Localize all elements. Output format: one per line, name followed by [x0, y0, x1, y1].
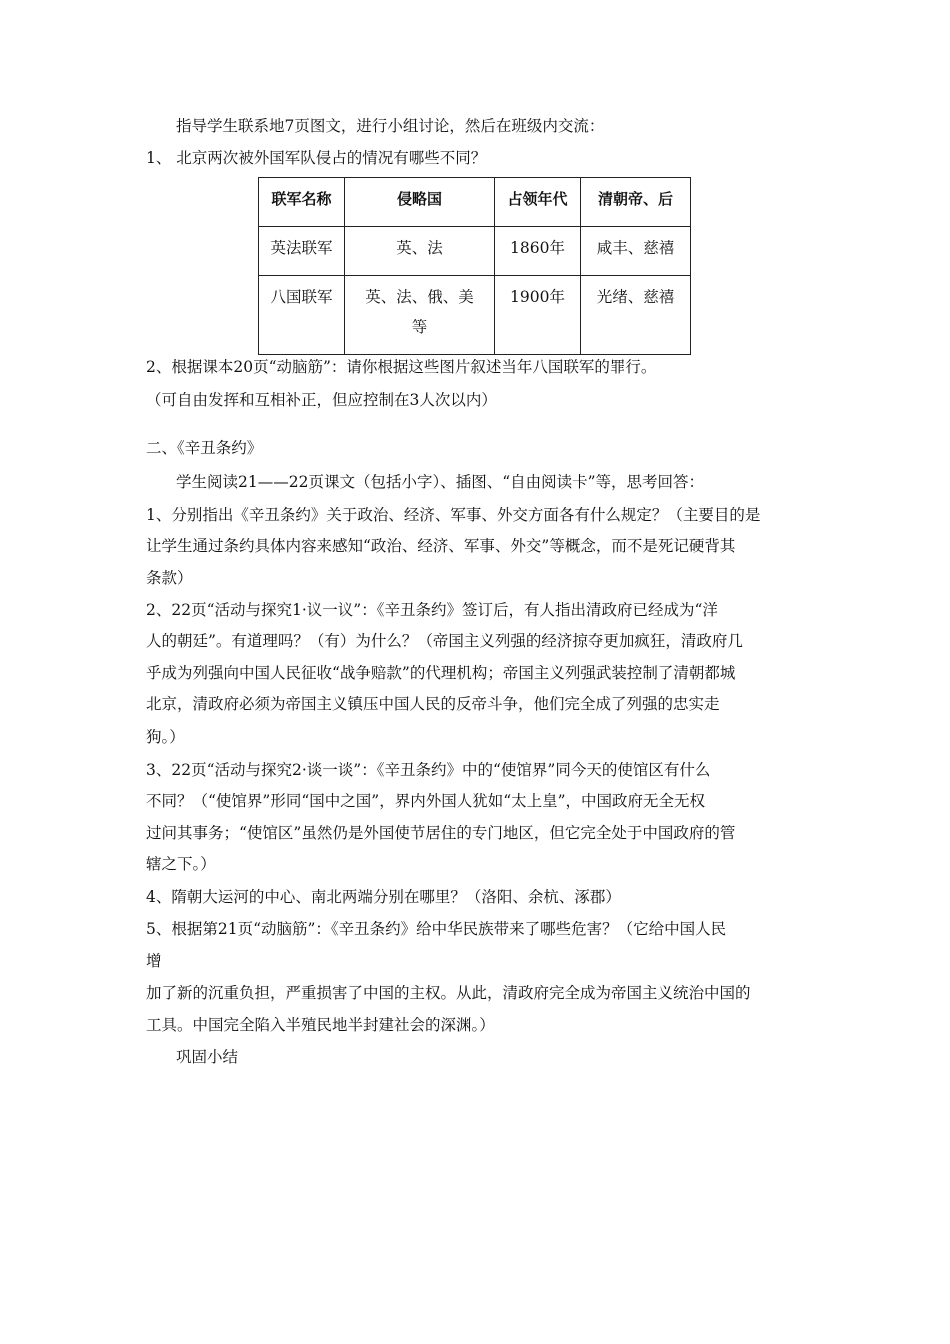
table-header-cell: 清朝帝、后 [581, 178, 691, 227]
para-2-line: 乎成为列强向中国人民征收“战争赔款”的代理机构；帝国主义列强武装控制了清朝都城 [146, 664, 736, 682]
table-cell: 英、法 [345, 227, 495, 276]
para-3-line: 辖之下。） [146, 855, 216, 873]
para-5-line: 工具。中国完全陷入半殖民地半封建社会的深渊。） [146, 1016, 495, 1034]
para-2-line: 狗。） [146, 728, 185, 746]
table-header-cell: 占领年代 [495, 178, 581, 227]
para-1-line: 1、分别指出《辛丑条约》关于政治、经济、军事、外交方面各有什么规定？（主要目的是 [146, 506, 761, 524]
table-cell-line: 等 [411, 318, 428, 336]
comparison-table [258, 177, 691, 355]
table-cell: 光绪、慈禧 [581, 276, 691, 355]
para-5-line: 增 [146, 952, 162, 970]
para-2-line: 北京，清政府必须为帝国主义镇压中国人民的反帝斗争，他们完全成了列强的忠实走 [146, 695, 720, 713]
table-row [259, 276, 691, 355]
para-2-line: 2、22页“活动与探究1·议一议”：《辛丑条约》签订后，有人指出清政府已经成为“洋 [146, 601, 718, 619]
table-header-cell: 联军名称 [259, 178, 345, 227]
question-1: 1、 北京两次被外国军队侵占的情况有哪些不同？ [146, 149, 487, 167]
para-1-line: 让学生通过条约具体内容来感知“政治、经济、军事、外交”等概念，而不是死记硬背其 [146, 537, 736, 555]
table-cell: 1900年 [495, 276, 581, 355]
table-cell: 八国联军 [259, 276, 345, 355]
para-2-line: 人的朝廷”。有道理吗？（有）为什么？（帝国主义列强的经济掠夺更加疯狂，清政府几 [146, 632, 743, 650]
reading-instruction: 学生阅读21——22页课文（包括小字）、插图、“自由阅读卡”等，思考回答： [176, 473, 705, 491]
table-cell [345, 276, 495, 355]
para-1-line: 条款） [146, 569, 193, 587]
table-cell: 1860年 [495, 227, 581, 276]
para-5-line: 5、根据第21页“动脑筋”：《辛丑条约》给中华民族带来了哪些危害？（它给中国人民 [146, 920, 727, 938]
table-cell: 咸丰、慈禧 [581, 227, 691, 276]
para-3-line: 过问其事务；“使馆区”虽然仍是外国使节居住的专门地区，但它完全处于中国政府的管 [146, 824, 736, 842]
para-3-line: 3、22页“活动与探究2·谈一谈”：《辛丑条约》中的“使馆界”同今天的使馆区有什么 [146, 761, 711, 779]
question-2: 2、根据课本20页“动脑筋”：请你根据这些图片叙述当年八国联军的罪行。 [146, 358, 657, 376]
para-4: 4、隋朝大运河的中心、南北两端分别在哪里？（洛阳、余杭、涿郡） [146, 888, 621, 906]
table-header-cell: 侵略国 [345, 178, 495, 227]
section-2-title: 二、《辛丑条约》 [146, 439, 263, 457]
table-row [259, 227, 691, 276]
summary-heading: 巩固小结 [176, 1048, 239, 1066]
intro-text: 指导学生联系地7页图文，进行小组讨论，然后在班级内交流： [176, 117, 605, 135]
table-cell: 英法联军 [259, 227, 345, 276]
table-cell-line: 英、法、俄、美 [365, 288, 474, 306]
para-3-line: 不同？（“使馆界”形同“国中之国”，界内外国人犹如“太上皇”，中国政府无全无权 [146, 792, 706, 810]
question-2-note: （可自由发挥和互相补正，但应控制在3人次以内） [146, 391, 497, 409]
para-5-line: 加了新的沉重负担，严重损害了中国的主权。从此，清政府完全成为帝国主义统治中国的 [146, 984, 751, 1002]
table-header-row [259, 178, 691, 227]
